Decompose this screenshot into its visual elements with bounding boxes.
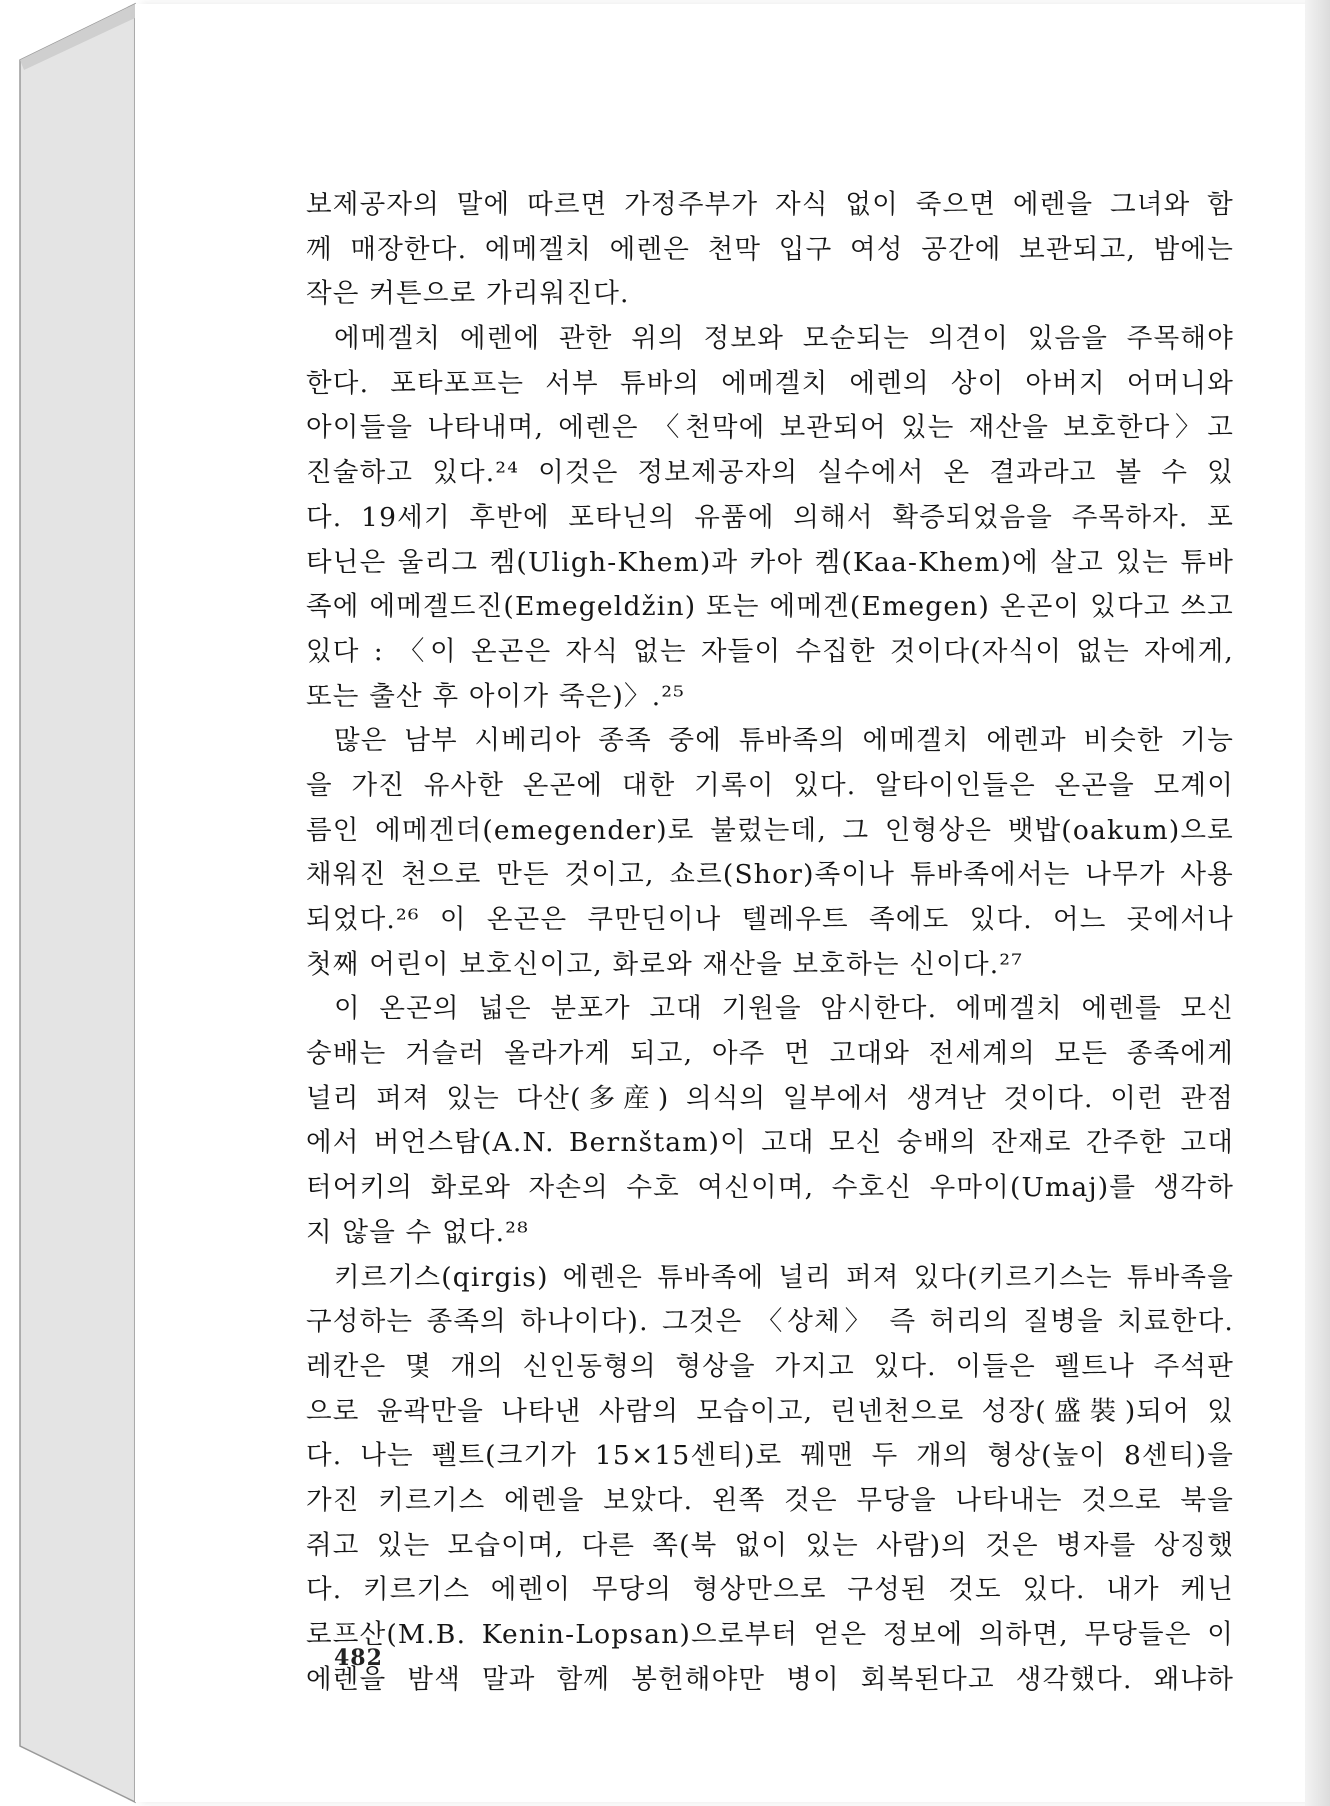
text-line: 로프산(M.B. Kenin-Lopsan)으로부터 얻은 정보에 의하면, 무당들은 이 — [306, 1619, 1234, 1650]
text-line: 숭배는 거슬러 올라가게 되고, 아주 먼 고대와 전세계의 모든 종족에게 — [306, 1038, 1234, 1070]
text-line: 름인 에메겐더(emegender)로 불렀는데, 그 인형상은 뱃밥(oakum)으로 — [306, 814, 1234, 846]
text-line: 채워진 천으로 만든 것이고, 쇼르(Shor)족이나 튜바족에서는 나무가 사용 — [306, 859, 1234, 891]
text-line: 다. 키르기스 에렌이 무당의 형상만으로 구성된 것도 있다. 내가 케닌 — [306, 1574, 1234, 1606]
page-right-edge — [1305, 0, 1330, 1806]
text-line: 레칸은 몇 개의 신인동형의 형상을 가지고 있다. 이들은 펠트나 주석판 — [306, 1350, 1234, 1382]
text-line: 타닌은 울리그 켐(Uligh-Khem)과 카아 켐(Kaa-Khem)에 살고 있는 튜바 — [306, 546, 1234, 578]
text-line: 께 매장한다. 에메겔치 에렌은 천막 입구 여성 공간에 보관되고, 밤에는 — [306, 233, 1234, 265]
text-line: 아이들을 나타내며, 에렌은 〈천막에 보관되어 있는 재산을 보호한다〉고 — [306, 412, 1234, 444]
text-line: 첫째 어린이 보호신이고, 화로와 재산을 보호하는 신이다.²⁷ — [306, 948, 1024, 980]
text-line: 되었다.²⁶ 이 온곤은 쿠만딘이나 텔레우트 족에도 있다. 어느 곳에서나 — [306, 904, 1234, 935]
text-line: 으로 윤곽만을 나타낸 사람의 모습이고, 린넨천으로 성장(盛裝)되어 있 — [306, 1395, 1234, 1427]
text-line: 에렌을 밤색 말과 함께 봉헌해야만 병이 회복된다고 생각했다. 왜냐하 — [306, 1663, 1234, 1695]
text-line: 있다 : 〈이 온곤은 자식 없는 자들이 수집한 것이다(자식이 없는 자에게, — [306, 635, 1234, 667]
text-line: 진술하고 있다.²⁴ 이것은 정보제공자의 실수에서 온 결과라고 볼 수 있 — [306, 457, 1234, 489]
text-line: 가진 키르기스 에렌을 보았다. 왼쪽 것은 무당을 나타내는 것으로 북을 — [306, 1484, 1234, 1516]
page-number: 482 — [334, 1645, 383, 1671]
text-line: 널리 퍼져 있는 다산(多産) 의식의 일부에서 생겨난 것이다. 이런 관점 — [306, 1082, 1234, 1114]
text-line: 족에 에메겔드진(Emegeldžin) 또는 에메겐(Emegen) 온곤이 있다고 쓰고 — [306, 591, 1234, 623]
text-line: 에메겔치 에렌에 관한 위의 정보와 모순되는 의견이 있음을 주목해야 — [334, 323, 1234, 355]
text-line: 한다. 포타포프는 서부 튜바의 에메겔치 에렌의 상이 아버지 어머니와 — [306, 367, 1234, 399]
text-line: 쥐고 있는 모습이며, 다른 쪽(북 없이 있는 사람)의 것은 병자를 상징했 — [306, 1529, 1234, 1561]
text-line: 다. 나는 펠트(크기가 15×15센티)로 꿰맨 두 개의 형상(높이 8센티)을 — [306, 1440, 1234, 1472]
text-line: 또는 출산 후 아이가 죽은)〉.²⁵ — [306, 680, 685, 712]
text-line: 키르기스(qirgis) 에렌은 튜바족에 널리 퍼져 있다(키르기스는 튜바족을 — [334, 1261, 1234, 1293]
text-line: 을 가진 유사한 온곤에 대한 기록이 있다. 알타이인들은 온곤을 모계이 — [306, 769, 1234, 801]
text-line: 구성하는 종족의 하나이다). 그것은 〈상체〉 즉 허리의 질병을 치료한다. — [306, 1306, 1234, 1338]
body-text — [306, 183, 1234, 1702]
text-line: 터어키의 화로와 자손의 수호 여신이며, 수호신 우마이(Umaj)를 생각하 — [306, 1172, 1234, 1204]
text-line: 지 않을 수 없다.²⁸ — [306, 1216, 529, 1248]
text-line: 이 온곤의 넓은 분포가 고대 기원을 암시한다. 에메겔치 에렌를 모신 — [334, 993, 1234, 1025]
text-line: 많은 남부 시베리아 종족 중에 튜바족의 에메겔치 에렌과 비슷한 기능 — [334, 725, 1234, 757]
text-line: 보제공자의 말에 따르면 가정주부가 자식 없이 죽으면 에렌을 그녀와 함 — [306, 189, 1234, 220]
text-line: 작은 커튼으로 가리워진다. — [306, 278, 630, 310]
text-line: 다. 19세기 후반에 포타닌의 유품에 의해서 확증되었음을 주목하자. 포 — [306, 501, 1234, 533]
text-line: 에서 버언스탐(A.N. Bernštam)이 고대 모신 숭배의 잔재로 간주한 고대 — [306, 1127, 1234, 1159]
